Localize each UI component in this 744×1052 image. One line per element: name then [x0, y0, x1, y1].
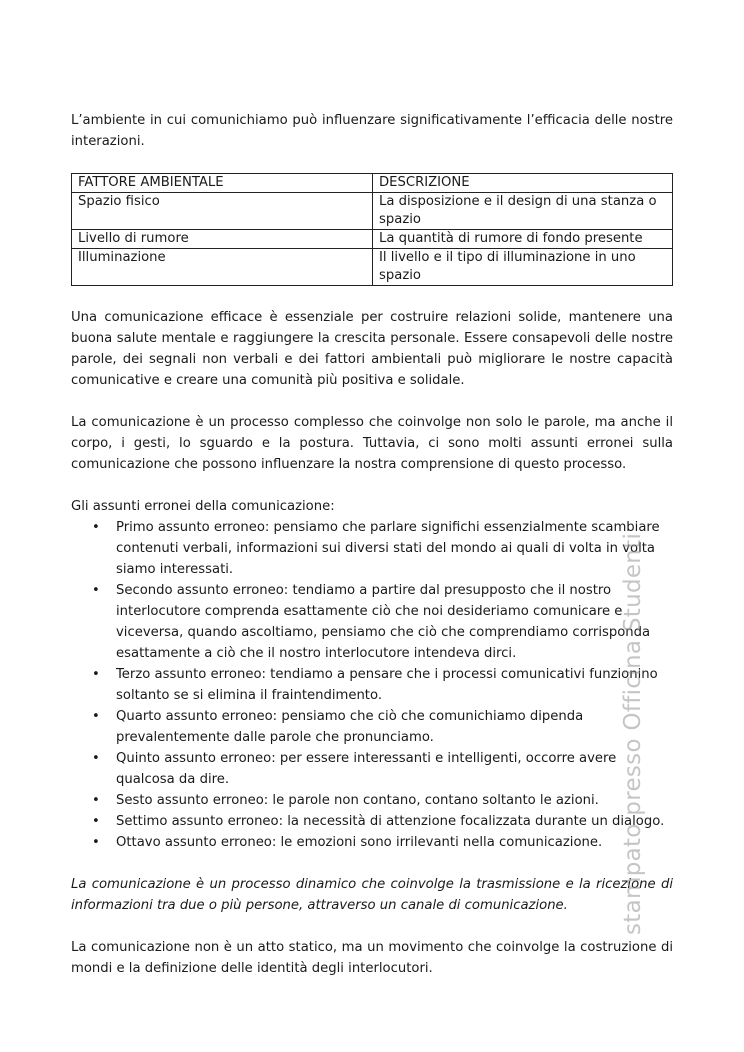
table-header-cell: DESCRIZIONE — [373, 174, 673, 193]
list-item: • Terzo assunto erroneo: tendiamo a pensare che i processi comunicativi funzionino soltanto se si elimina il fraintendimento. — [116, 664, 673, 706]
list-item: • Ottavo assunto erroneo: le emozioni sono irrilevanti nella comunicazione. — [116, 832, 673, 853]
table-header-cell: FATTORE AMBIENTALE — [72, 174, 373, 193]
spacer — [71, 916, 673, 937]
table-cell: Livello di rumore — [72, 230, 373, 249]
list-item: • Primo assunto erroneo: pensiamo che parlare significhi essenzialmente scambiare contenuti verbali, informazioni sui diversi stati del mondo ai quali di volta in volta siamo interessati. — [116, 517, 673, 580]
italic-definition-paragraph: La comunicazione è un processo dinamico che coinvolge la trasmissione e la ricezione di informazioni tra due o più persone, attraverso un canale di comunicazione. — [71, 877, 673, 913]
table-row — [72, 249, 673, 286]
list-item: • Quarto assunto erroneo: pensiamo che ciò che comunichiamo dipenda prevalentemente dalle parole che pronunciamo. — [116, 706, 673, 748]
spacer — [71, 152, 673, 173]
spacer — [71, 853, 673, 874]
list-item: • Settimo assunto erroneo: la necessità di attenzione focalizzata durante un dialogo. — [116, 811, 673, 832]
intro-paragraph: L’ambiente in cui comunichiamo può influenzare significativamente l’efficacia delle nostre interazioni. — [71, 113, 673, 149]
document-page — [71, 110, 673, 979]
spacer — [71, 475, 673, 496]
table-cell: Il livello e il tipo di illuminazione in uno spazio — [373, 249, 673, 286]
list-item: • Quinto assunto erroneo: per essere interessanti e intelligenti, occorre avere qualcosa da dire. — [116, 748, 673, 790]
paragraph-complex-process: La comunicazione è un processo complesso che coinvolge non solo le parole, ma anche il corpo, i gesti, lo sguardo e la postura. Tuttavia, ci sono molti assunti erronei sulla comunicazione che possono influenzare la nostra comprensione di questo processo. — [71, 415, 673, 472]
table-cell: Spazio fisico — [72, 193, 373, 230]
paragraph-effective-communication: Una comunicazione efficace è essenziale per costruire relazioni solide, mantenere una buona salute mentale e raggiungere la crescita personale. Essere consapevoli delle nostre parole, dei segnali non verbali e dei fattori ambientali può migliorare le nostre capacità comunicative e creare una comunità più positiva e solidale. — [71, 310, 673, 388]
environment-factors-table — [71, 173, 673, 286]
list-item: • Secondo assunto erroneo: tendiamo a partire dal presupposto che il nostro interlocutore comprenda esattamente ciò che noi desideriamo comunicare e viceversa, quando ascoltiamo, pensiamo che ciò che comprendiamo corrisponda esattamente a ciò che il nostro interlocutore intendeva dirci. — [116, 580, 673, 664]
spacer — [71, 391, 673, 412]
table-cell: La quantità di rumore di fondo presente — [373, 230, 673, 249]
watermark-text: stampato presso Officina Studenti — [620, 532, 646, 935]
table-row — [72, 230, 673, 249]
spacer — [71, 286, 673, 307]
table-cell: La disposizione e il design di una stanza o spazio — [373, 193, 673, 230]
table-row — [72, 193, 673, 230]
table-header-row — [72, 174, 673, 193]
list-item: • Sesto assunto erroneo: le parole non contano, contano soltanto le azioni. — [116, 790, 673, 811]
table-cell: Illuminazione — [72, 249, 373, 286]
false-assumptions-list — [71, 517, 673, 853]
list-intro: Gli assunti erronei della comunicazione: — [71, 499, 335, 514]
final-paragraph: La comunicazione non è un atto statico, ma un movimento che coinvolge la costruzione di mondi e la definizione delle identità degli interlocutori. — [71, 940, 673, 976]
